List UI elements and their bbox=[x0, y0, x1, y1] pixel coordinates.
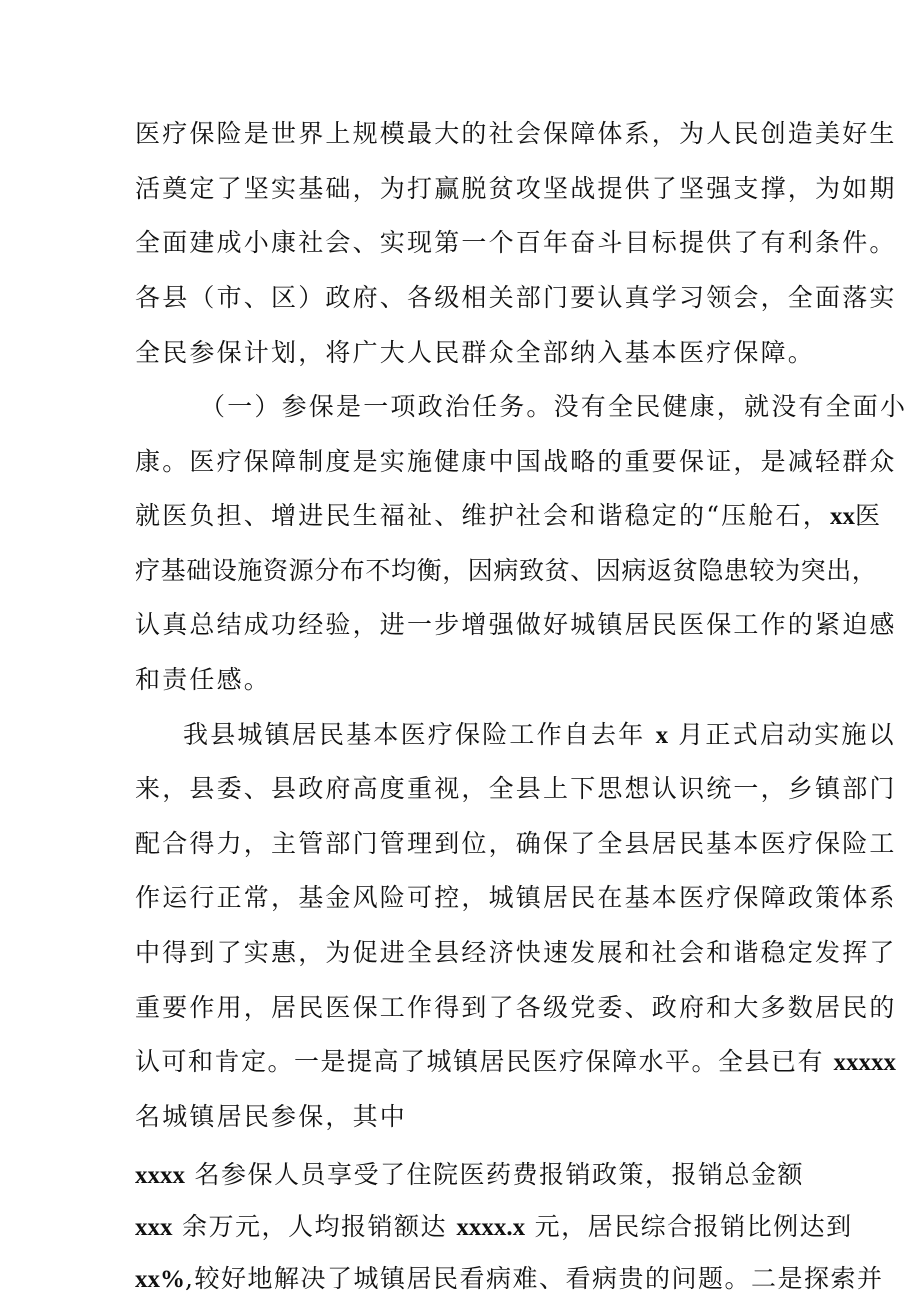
text-line: 配合得力，主管部门管理到位，确保了全县居民基本医疗保险工 bbox=[135, 829, 897, 858]
placeholder-value: xx bbox=[829, 503, 855, 530]
text-line: 重要作用，居民医保工作得到了各级党委、政府和大多数居民的 bbox=[135, 993, 897, 1022]
text-line bbox=[135, 499, 883, 534]
placeholder-value: xxxx bbox=[135, 1162, 185, 1189]
text-line: 医疗保险是世界上规模最大的社会保障体系，为人民创造美好生 bbox=[135, 119, 897, 148]
text-segment: 我县城镇居民基本医疗保险工作自去年 bbox=[183, 720, 646, 749]
text-line: 和责任感。 bbox=[135, 665, 272, 694]
text-line: 作运行正常，基金风险可控，城镇居民在基本医疗保障政策体系 bbox=[135, 883, 897, 912]
paragraph-heading: （一）参保是一项政治任务。没有全民健康，就没有全面小 bbox=[200, 392, 908, 421]
text-line: 全面建成小康社会、实现第一个百年奋斗目标提供了有利条件。 bbox=[135, 228, 897, 257]
text-line: 来，县委、县政府高度重视，全县上下思想认识统一，乡镇部门 bbox=[135, 774, 897, 803]
text-segment: 认可和肯定。一是提高了城镇居民医疗保障水平。全县已有 bbox=[135, 1047, 825, 1076]
text-line: 疗基础设施资源分布不均衡，因病致贫、因病返贫隐患较为突出， bbox=[135, 556, 878, 585]
text-line: 认真总结成功经验，进一步增强做好城镇居民医保工作的紧迫感 bbox=[135, 610, 897, 639]
text-line bbox=[135, 1262, 884, 1297]
text-line bbox=[135, 1158, 804, 1193]
placeholder-value: xxxxx bbox=[833, 1049, 896, 1076]
text-line: 各县（市、区）政府、各级相关部门要认真学习领会，全面落实 bbox=[135, 283, 897, 312]
text-line bbox=[183, 718, 896, 753]
placeholder-value: xxx bbox=[135, 1214, 173, 1241]
text-line: 名城镇居民参保，其中 bbox=[135, 1102, 408, 1131]
text-line bbox=[135, 1210, 853, 1245]
text-line: 中得到了实惠，为促进全县经济快速发展和社会和谐稳定发挥了 bbox=[135, 938, 897, 967]
placeholder-value: xx% bbox=[135, 1266, 185, 1293]
text-line: 康。医疗保障制度是实施健康中国战略的重要保证，是减轻群众 bbox=[135, 447, 897, 476]
text-segment: ,较好地解决了城镇居民看病难、看病贵的问题。二是探索并 bbox=[185, 1264, 884, 1293]
placeholder-value: xxxx.x bbox=[456, 1214, 526, 1241]
text-line: 活奠定了坚实基础，为打赢脱贫攻坚战提供了坚强支撑，为如期 bbox=[135, 174, 897, 203]
text-segment: 元，居民综合报销比例达到 bbox=[534, 1212, 853, 1241]
text-segment: 就医负担、增进民生福祉、维护社会和谐稳定的“压舱石， bbox=[135, 501, 830, 530]
text-segment: 月正式启动实施以 bbox=[678, 720, 896, 749]
text-segment: 医 bbox=[854, 501, 883, 530]
placeholder-value: x bbox=[655, 722, 669, 749]
text-segment: 名参保人员享受了住院医药费报销政策，报销总金额 bbox=[194, 1160, 804, 1189]
text-segment: 余万元，人均报销额达 bbox=[181, 1212, 447, 1241]
text-line bbox=[135, 1045, 896, 1080]
text-line: 全民参保计划，将广大人民群众全部纳入基本医疗保障。 bbox=[135, 338, 816, 367]
